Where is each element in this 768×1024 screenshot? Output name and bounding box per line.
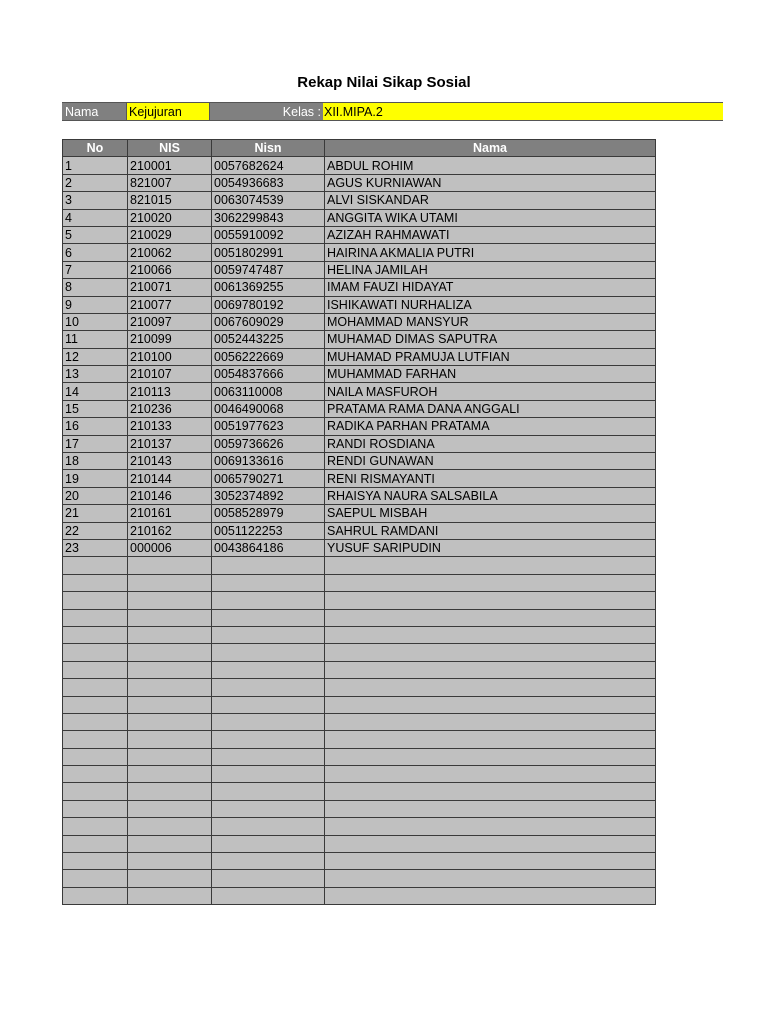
cell-nisn[interactable] [212, 679, 325, 696]
cell-nis[interactable] [128, 835, 212, 852]
kelas-label: Kelas : [210, 102, 323, 121]
cell-nisn[interactable]: 0054837666 [212, 366, 325, 383]
cell-no[interactable] [63, 592, 128, 609]
table-row [63, 261, 656, 278]
cell-nisn[interactable]: 0065790271 [212, 470, 325, 487]
cell-no[interactable] [63, 835, 128, 852]
table-row [63, 661, 656, 678]
table-row [63, 331, 656, 348]
cell-no[interactable] [63, 679, 128, 696]
cell-nisn[interactable] [212, 592, 325, 609]
table-row [63, 174, 656, 191]
table-row [63, 887, 656, 904]
cell-nisn[interactable]: 3062299843 [212, 209, 325, 226]
table-row [63, 522, 656, 539]
table-row [63, 279, 656, 296]
cell-nisn[interactable]: 0067609029 [212, 313, 325, 330]
cell-nisn[interactable]: 0057682624 [212, 157, 325, 174]
cell-no[interactable]: 7 [63, 261, 128, 278]
cell-nis[interactable]: 210137 [128, 435, 212, 452]
cell-no[interactable] [63, 870, 128, 887]
cell-nis[interactable] [128, 557, 212, 574]
table-row [63, 748, 656, 765]
cell-nama[interactable]: MOHAMMAD MANSYUR [325, 313, 656, 330]
cell-no[interactable] [63, 574, 128, 591]
cell-nama[interactable]: ANGGITA WIKA UTAMI [325, 209, 656, 226]
cell-nisn[interactable]: 0069780192 [212, 296, 325, 313]
cell-nama[interactable]: MUHAMMAD FARHAN [325, 366, 656, 383]
cell-nama[interactable] [325, 766, 656, 783]
cell-nama[interactable] [325, 818, 656, 835]
kelas-value-cell[interactable]: XII.MIPA.2 [323, 102, 723, 121]
cell-nis[interactable]: 210099 [128, 331, 212, 348]
cell-nisn[interactable]: 0051802991 [212, 244, 325, 261]
cell-no[interactable]: 17 [63, 435, 128, 452]
cell-nis[interactable]: 210107 [128, 366, 212, 383]
cell-nama[interactable] [325, 731, 656, 748]
header-nisn: Nisn [212, 140, 325, 157]
header-no: No [63, 140, 128, 157]
cell-nama[interactable] [325, 783, 656, 800]
cell-nisn[interactable]: 0052443225 [212, 331, 325, 348]
cell-nis[interactable]: 210020 [128, 209, 212, 226]
page-title: Rekap Nilai Sikap Sosial [297, 74, 471, 91]
table-row [63, 870, 656, 887]
table-row [63, 296, 656, 313]
table-row [63, 853, 656, 870]
cell-nis[interactable]: 210077 [128, 296, 212, 313]
cell-no[interactable]: 23 [63, 539, 128, 556]
student-table [62, 139, 656, 905]
cell-nis[interactable] [128, 766, 212, 783]
table-row [63, 574, 656, 591]
cell-no[interactable] [63, 818, 128, 835]
cell-no[interactable] [63, 644, 128, 661]
cell-no[interactable]: 11 [63, 331, 128, 348]
cell-nama[interactable]: ALVI SISKANDAR [325, 192, 656, 209]
table-row [63, 505, 656, 522]
cell-nama[interactable] [325, 887, 656, 904]
table-row [63, 783, 656, 800]
table-row [63, 244, 656, 261]
cell-nis[interactable]: 000006 [128, 539, 212, 556]
table-row [63, 366, 656, 383]
table-row [63, 383, 656, 400]
cell-nis[interactable]: 210071 [128, 279, 212, 296]
cell-nama[interactable] [325, 644, 656, 661]
nama-value-cell[interactable]: Kejujuran [126, 102, 210, 121]
cell-nisn[interactable] [212, 853, 325, 870]
cell-no[interactable]: 13 [63, 366, 128, 383]
cell-no[interactable] [63, 748, 128, 765]
cell-nis[interactable] [128, 644, 212, 661]
cell-nisn[interactable]: 0063074539 [212, 192, 325, 209]
cell-nis[interactable] [128, 870, 212, 887]
cell-nisn[interactable]: 0051977623 [212, 418, 325, 435]
cell-nama[interactable]: HELINA JAMILAH [325, 261, 656, 278]
cell-nisn[interactable]: 0055910092 [212, 226, 325, 243]
cell-nisn[interactable] [212, 661, 325, 678]
cell-nama[interactable]: RHAISYA NAURA SALSABILA [325, 487, 656, 504]
cell-nama[interactable] [325, 557, 656, 574]
cell-no[interactable]: 6 [63, 244, 128, 261]
cell-no[interactable]: 18 [63, 453, 128, 470]
cell-nama[interactable]: AZIZAH RAHMAWATI [325, 226, 656, 243]
cell-nama[interactable] [325, 592, 656, 609]
cell-no[interactable] [63, 696, 128, 713]
table-row [63, 609, 656, 626]
cell-no[interactable]: 16 [63, 418, 128, 435]
table-row [63, 209, 656, 226]
cell-nis[interactable] [128, 731, 212, 748]
cell-nisn[interactable] [212, 783, 325, 800]
cell-no[interactable]: 19 [63, 470, 128, 487]
cell-nisn[interactable] [212, 626, 325, 643]
cell-nis[interactable]: 210001 [128, 157, 212, 174]
cell-no[interactable]: 14 [63, 383, 128, 400]
cell-nama[interactable]: PRATAMA RAMA DANA ANGGALI [325, 400, 656, 417]
cell-nis[interactable]: 210236 [128, 400, 212, 417]
table-row [63, 157, 656, 174]
cell-nisn[interactable] [212, 800, 325, 817]
cell-no[interactable]: 21 [63, 505, 128, 522]
cell-nisn[interactable]: 0059736626 [212, 435, 325, 452]
cell-no[interactable]: 15 [63, 400, 128, 417]
cell-nis[interactable]: 210113 [128, 383, 212, 400]
cell-nis[interactable]: 210029 [128, 226, 212, 243]
cell-no[interactable] [63, 661, 128, 678]
table-row [63, 226, 656, 243]
cell-no[interactable]: 12 [63, 348, 128, 365]
table-row [63, 418, 656, 435]
cell-nis[interactable] [128, 609, 212, 626]
cell-nis[interactable] [128, 818, 212, 835]
cell-nisn[interactable] [212, 557, 325, 574]
cell-nis[interactable] [128, 592, 212, 609]
cell-nisn[interactable] [212, 818, 325, 835]
cell-nama[interactable]: RENDI GUNAWAN [325, 453, 656, 470]
header-nama: Nama [325, 140, 656, 157]
cell-nis[interactable] [128, 853, 212, 870]
cell-nisn[interactable]: 0059747487 [212, 261, 325, 278]
cell-nama[interactable] [325, 626, 656, 643]
cell-nis[interactable]: 210100 [128, 348, 212, 365]
cell-no[interactable]: 20 [63, 487, 128, 504]
cell-nisn[interactable] [212, 887, 325, 904]
cell-nama[interactable] [325, 713, 656, 730]
cell-nisn[interactable]: 0063110008 [212, 383, 325, 400]
table-header-row [63, 140, 656, 157]
cell-no[interactable] [63, 557, 128, 574]
table-row [63, 348, 656, 365]
cell-no[interactable]: 1 [63, 157, 128, 174]
cell-nisn[interactable]: 0054936683 [212, 174, 325, 191]
cell-nama[interactable]: YUSUF SARIPUDIN [325, 539, 656, 556]
cell-no[interactable] [63, 731, 128, 748]
cell-nama[interactable] [325, 748, 656, 765]
table-row [63, 626, 656, 643]
cell-nis[interactable]: 210133 [128, 418, 212, 435]
cell-nisn[interactable]: 0069133616 [212, 453, 325, 470]
cell-no[interactable] [63, 853, 128, 870]
cell-nisn[interactable] [212, 731, 325, 748]
cell-nisn[interactable] [212, 870, 325, 887]
nama-label: Nama [62, 102, 126, 121]
cell-nama[interactable]: RADIKA PARHAN PRATAMA [325, 418, 656, 435]
cell-nis[interactable] [128, 696, 212, 713]
cell-nama[interactable] [325, 679, 656, 696]
cell-nisn[interactable]: 0043864186 [212, 539, 325, 556]
cell-no[interactable] [63, 766, 128, 783]
cell-nis[interactable]: 210062 [128, 244, 212, 261]
cell-nisn[interactable]: 0058528979 [212, 505, 325, 522]
cell-nis[interactable] [128, 574, 212, 591]
cell-nama[interactable]: RENI RISMAYANTI [325, 470, 656, 487]
table-row [63, 400, 656, 417]
cell-nama[interactable] [325, 870, 656, 887]
cell-nis[interactable] [128, 626, 212, 643]
table-row [63, 453, 656, 470]
cell-nisn[interactable] [212, 748, 325, 765]
cell-nama[interactable]: ISHIKAWATI NURHALIZA [325, 296, 656, 313]
cell-nis[interactable] [128, 887, 212, 904]
cell-nis[interactable] [128, 679, 212, 696]
cell-no[interactable]: 22 [63, 522, 128, 539]
cell-nisn[interactable] [212, 574, 325, 591]
cell-no[interactable]: 5 [63, 226, 128, 243]
cell-no[interactable]: 3 [63, 192, 128, 209]
cell-nama[interactable]: SAHRUL RAMDANI [325, 522, 656, 539]
cell-no[interactable]: 9 [63, 296, 128, 313]
cell-nama[interactable] [325, 800, 656, 817]
table-row [63, 696, 656, 713]
cell-nama[interactable]: MUHAMAD DIMAS SAPUTRA [325, 331, 656, 348]
cell-no[interactable]: 10 [63, 313, 128, 330]
cell-nis[interactable]: 210161 [128, 505, 212, 522]
cell-nama[interactable] [325, 609, 656, 626]
cell-nisn[interactable]: 0046490068 [212, 400, 325, 417]
cell-no[interactable]: 8 [63, 279, 128, 296]
cell-no[interactable]: 4 [63, 209, 128, 226]
cell-nisn[interactable] [212, 696, 325, 713]
cell-nama[interactable] [325, 574, 656, 591]
header-nis: NIS [128, 140, 212, 157]
table-row [63, 835, 656, 852]
cell-nama[interactable] [325, 696, 656, 713]
cell-nisn[interactable]: 0061369255 [212, 279, 325, 296]
cell-nisn[interactable] [212, 713, 325, 730]
cell-nama[interactable]: IMAM FAUZI HIDAYAT [325, 279, 656, 296]
cell-nama[interactable]: RANDI ROSDIANA [325, 435, 656, 452]
cell-nisn[interactable] [212, 644, 325, 661]
cell-nama[interactable]: MUHAMAD PRAMUJA LUTFIAN [325, 348, 656, 365]
cell-nisn[interactable]: 0056222669 [212, 348, 325, 365]
cell-no[interactable]: 2 [63, 174, 128, 191]
cell-no[interactable] [63, 609, 128, 626]
cell-nis[interactable]: 821015 [128, 192, 212, 209]
cell-nama[interactable]: SAEPUL MISBAH [325, 505, 656, 522]
cell-nama[interactable]: HAIRINA AKMALIA PUTRI [325, 244, 656, 261]
cell-nis[interactable]: 210143 [128, 453, 212, 470]
table-row [63, 818, 656, 835]
table-row [63, 539, 656, 556]
table-row [63, 800, 656, 817]
cell-nis[interactable] [128, 661, 212, 678]
table-row [63, 313, 656, 330]
cell-nama[interactable]: ABDUL ROHIM [325, 157, 656, 174]
cell-nisn[interactable]: 0051122253 [212, 522, 325, 539]
table-row [63, 713, 656, 730]
cell-no[interactable] [63, 713, 128, 730]
cell-nisn[interactable]: 3052374892 [212, 487, 325, 504]
table-row [63, 192, 656, 209]
cell-nis[interactable]: 821007 [128, 174, 212, 191]
cell-nama[interactable] [325, 835, 656, 852]
cell-nis[interactable]: 210162 [128, 522, 212, 539]
info-bar [62, 102, 723, 121]
table-row [63, 592, 656, 609]
cell-nis[interactable] [128, 713, 212, 730]
cell-nama[interactable]: AGUS KURNIAWAN [325, 174, 656, 191]
cell-no[interactable] [63, 800, 128, 817]
cell-nisn[interactable] [212, 609, 325, 626]
cell-nisn[interactable] [212, 835, 325, 852]
cell-nama[interactable] [325, 661, 656, 678]
table-row [63, 470, 656, 487]
table-row [63, 557, 656, 574]
cell-nis[interactable] [128, 783, 212, 800]
cell-nis[interactable]: 210144 [128, 470, 212, 487]
cell-nisn[interactable] [212, 766, 325, 783]
table-row [63, 766, 656, 783]
table-row [63, 487, 656, 504]
cell-nis[interactable]: 210066 [128, 261, 212, 278]
cell-no[interactable] [63, 783, 128, 800]
cell-no[interactable] [63, 626, 128, 643]
cell-nis[interactable]: 210097 [128, 313, 212, 330]
cell-nis[interactable] [128, 800, 212, 817]
table-row [63, 731, 656, 748]
table-row [63, 679, 656, 696]
table-row [63, 644, 656, 661]
cell-nis[interactable]: 210146 [128, 487, 212, 504]
cell-nama[interactable] [325, 853, 656, 870]
cell-no[interactable] [63, 887, 128, 904]
cell-nis[interactable] [128, 748, 212, 765]
table-row [63, 435, 656, 452]
cell-nama[interactable]: NAILA MASFUROH [325, 383, 656, 400]
